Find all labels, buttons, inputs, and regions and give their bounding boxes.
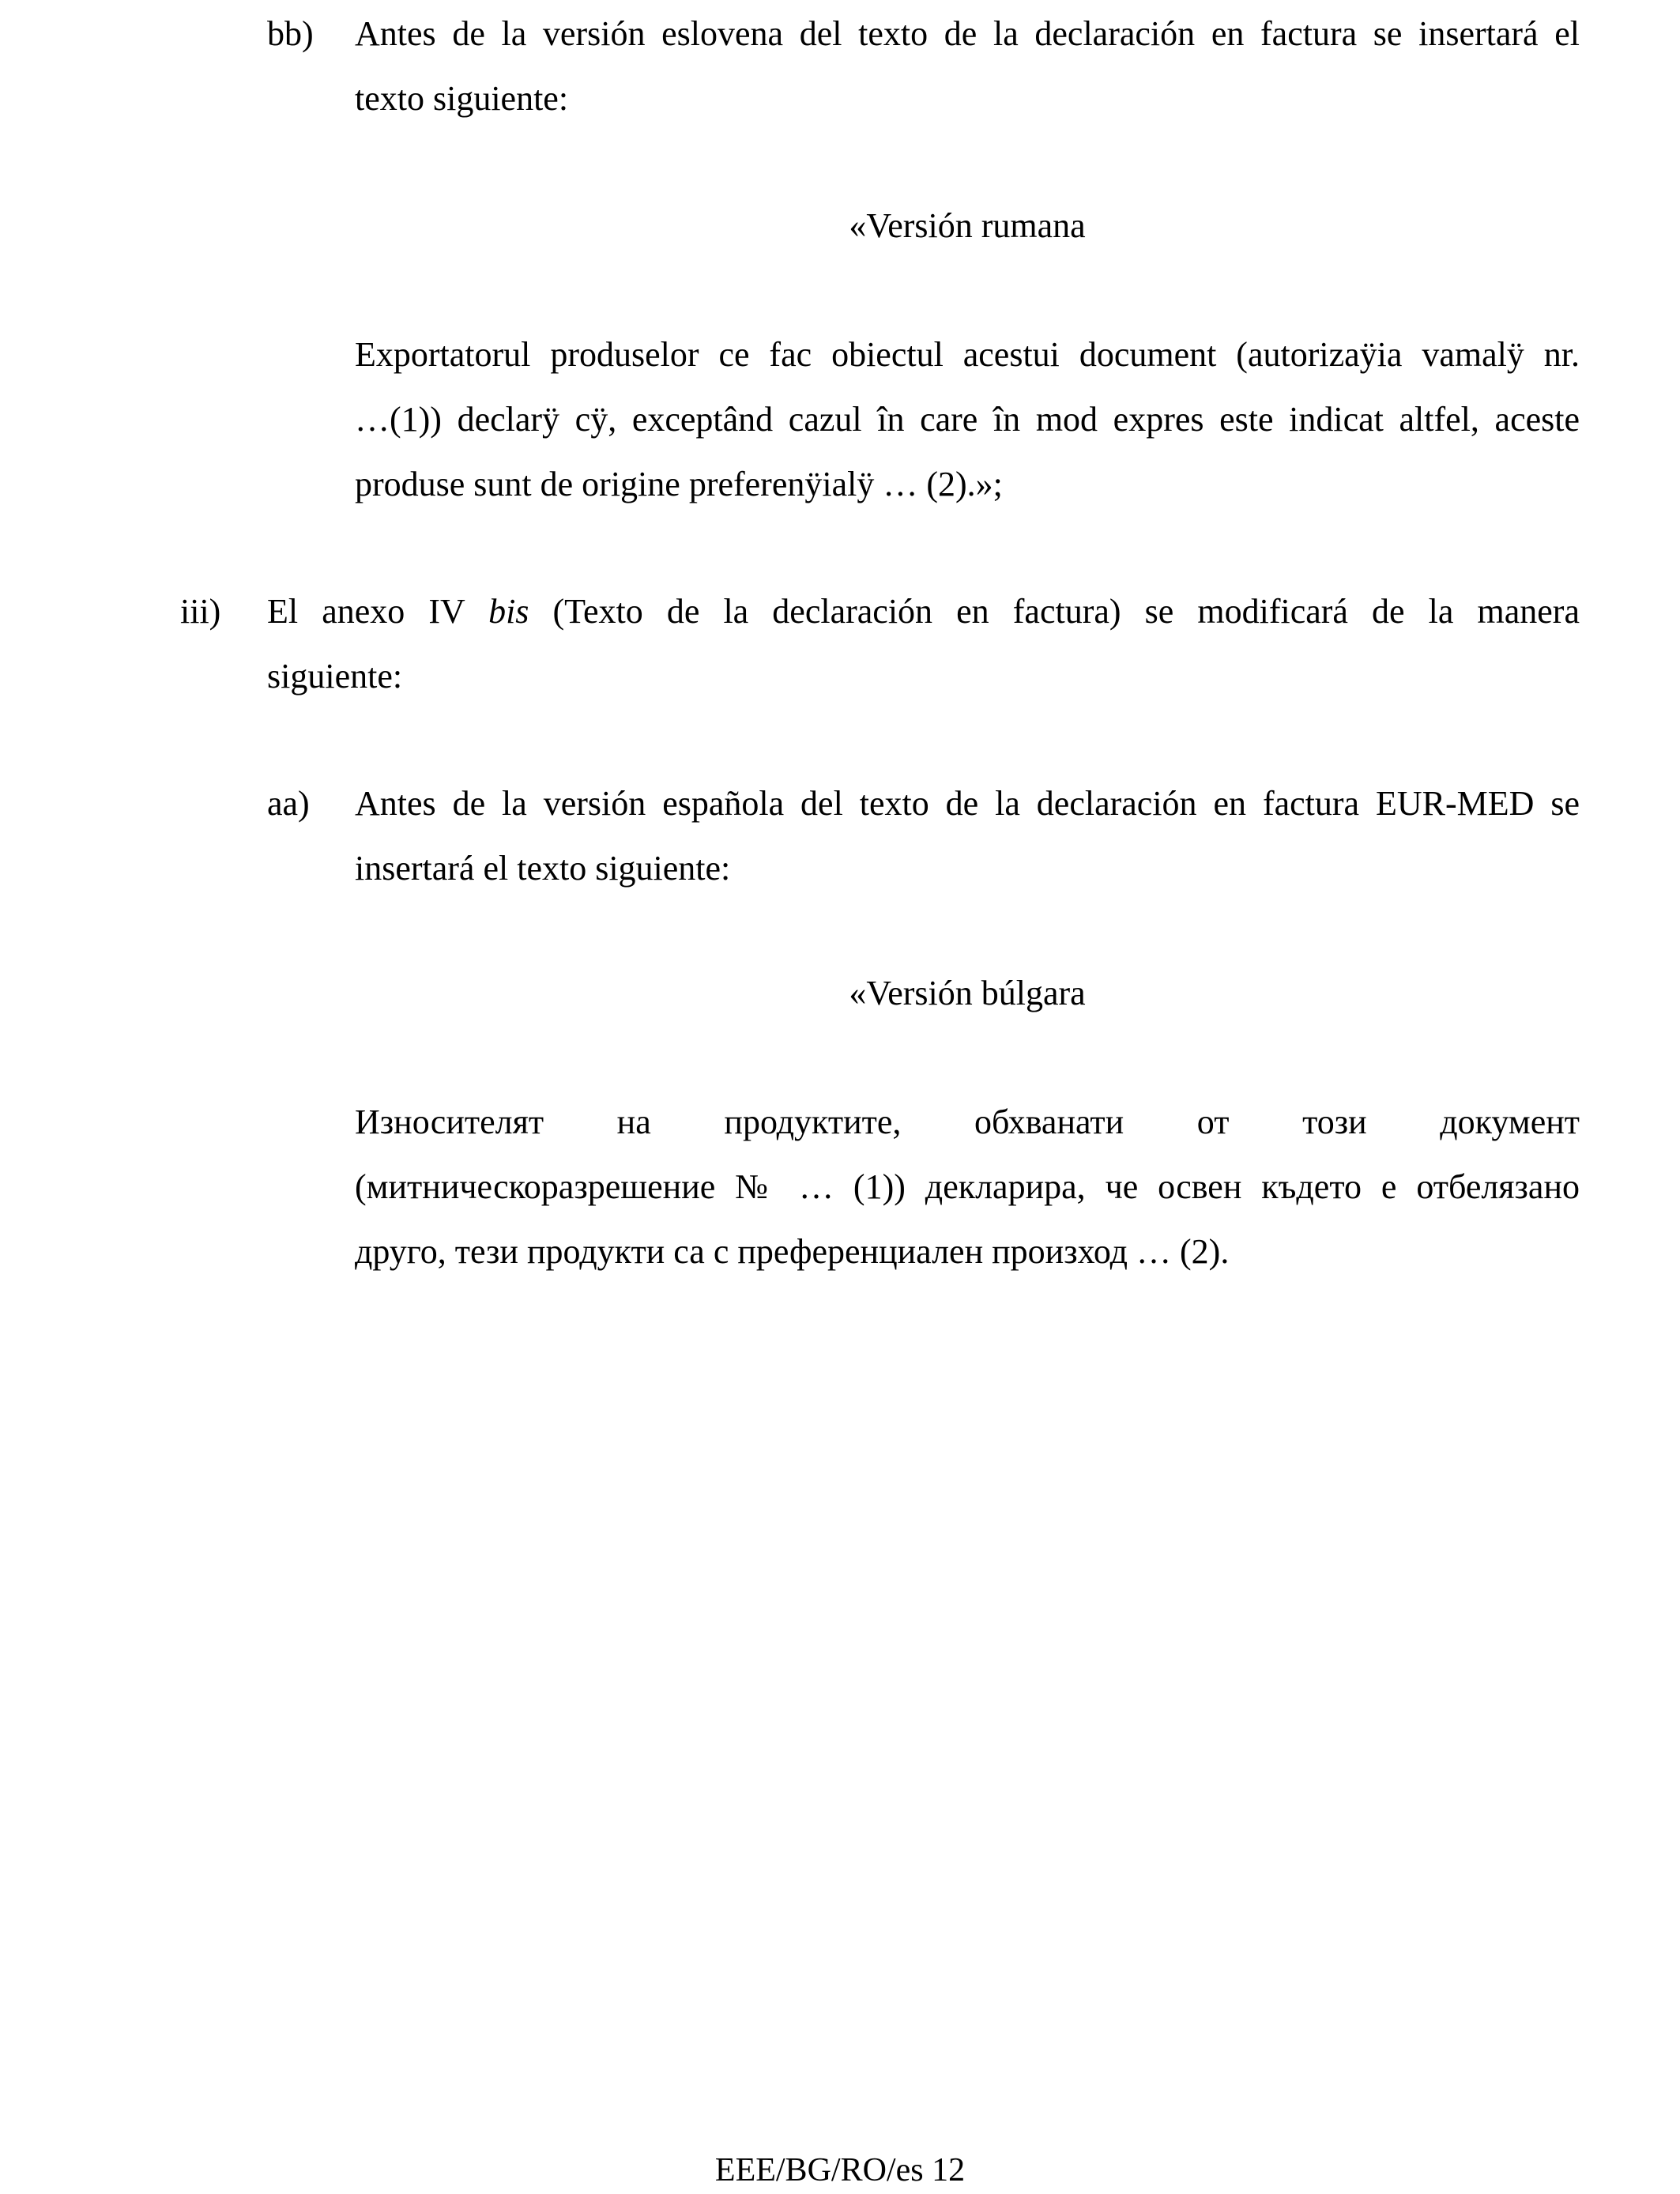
item-text-aa-line-2: insertará el texto siguiente: (355, 849, 731, 888)
item-text-aa-line-1: Antes de la versión española del texto de la declaración en factura EUR-MED se (355, 784, 1580, 823)
quote-romanian-line-1: Exportatorul produselor ce fac obiectul acestui document (autorizaÿia vamalÿ nr. (355, 335, 1580, 374)
quote-romanian-line-3: produse sunt de origine preferenÿialÿ … (2).»; (355, 465, 1003, 503)
quote-text-romanian (355, 322, 1580, 517)
quote-romanian-line-2: …(1)) declarÿ cÿ, exceptând cazul în care în mod expres este indicat altfel, aceste (355, 400, 1580, 439)
item-text-iii-line-2: siguiente: (267, 657, 403, 696)
item-label-iii: iii) (180, 592, 221, 631)
quote-bulgarian-line-1: Износителят на продуктите, обхванати от този документ (355, 1103, 1580, 1141)
item-label-bb: bb) (267, 14, 314, 53)
item-text-bb-line-2: texto siguiente: (355, 79, 569, 118)
quote-text-bulgarian (355, 1090, 1580, 1284)
quote-bulgarian-line-3: друго, тези продукти са с преференциален произход … (2). (355, 1232, 1230, 1271)
quote-heading-romanian: «Versión rumana (849, 206, 1086, 245)
item-text-iii (267, 579, 1580, 709)
item-text-iii-italic: bis (488, 592, 529, 631)
item-text-iii-pre: El anexo IV (267, 592, 489, 631)
quote-bulgarian-line-2: (митническоразрешение № … (1)) декларира, че освен където е отбелязано (355, 1167, 1580, 1206)
quote-heading-bulgarian: «Versión búlgara (849, 974, 1086, 1012)
item-text-bb-line-1: Antes de la versión eslovena del texto de la declaración en factura se insertará el (355, 14, 1580, 53)
item-label-aa: aa) (267, 784, 310, 823)
item-text-bb (355, 2, 1580, 131)
page-footer-code: EEE/BG/RO/es 12 (714, 2152, 966, 2188)
item-text-aa (355, 771, 1580, 901)
item-text-iii-post: (Texto de la declaración en factura) se modificará de la manera (529, 592, 1580, 631)
item-text-iii-line-1 (267, 579, 1580, 644)
